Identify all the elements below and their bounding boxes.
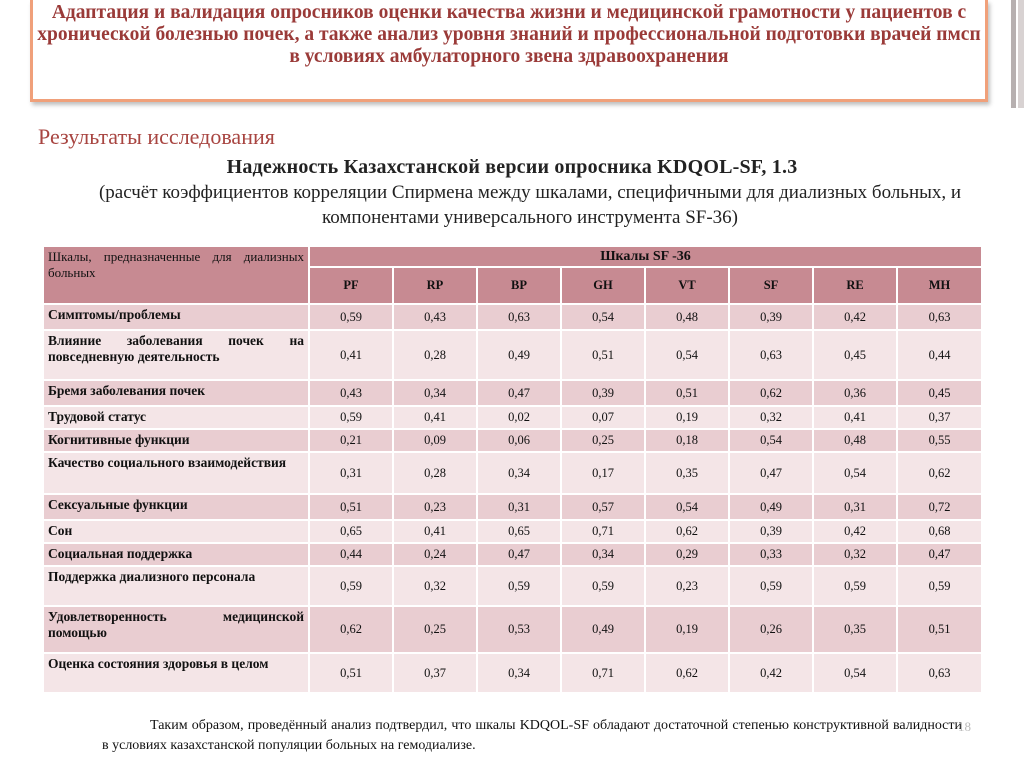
row-label: Оценка состояния здоровья в целом	[43, 653, 309, 693]
value-cell: 0,63	[477, 304, 561, 330]
row-label: Симптомы/проблемы	[43, 304, 309, 330]
table-row	[43, 494, 982, 520]
table-row	[43, 520, 982, 543]
value-cell: 0,48	[645, 304, 729, 330]
value-cell: 0,59	[309, 406, 393, 429]
column-header: PF	[309, 267, 393, 304]
value-cell: 0,51	[309, 653, 393, 693]
table-row	[43, 406, 982, 429]
value-cell: 0,06	[477, 429, 561, 452]
page-number: 18	[958, 719, 971, 734]
column-header: BP	[477, 267, 561, 304]
section-title: Результаты исследования	[38, 124, 275, 149]
value-cell: 0,51	[561, 330, 645, 380]
value-cell: 0,17	[561, 452, 645, 494]
row-label: Социальная поддержка	[43, 543, 309, 566]
value-cell: 0,24	[393, 543, 477, 566]
value-cell: 0,32	[729, 406, 813, 429]
value-cell: 0,45	[897, 380, 982, 406]
value-cell: 0,51	[645, 380, 729, 406]
value-cell: 0,59	[309, 304, 393, 330]
row-label: Поддержка диализного персонала	[43, 566, 309, 606]
value-cell: 0,39	[729, 304, 813, 330]
value-cell: 0,49	[729, 494, 813, 520]
value-cell: 0,31	[813, 494, 897, 520]
row-label: Бремя заболевания почек	[43, 380, 309, 406]
value-cell: 0,47	[477, 543, 561, 566]
value-cell: 0,65	[477, 520, 561, 543]
value-cell: 0,34	[477, 653, 561, 693]
row-label: Трудовой статус	[43, 406, 309, 429]
value-cell: 0,19	[645, 606, 729, 653]
value-cell: 0,34	[477, 452, 561, 494]
column-header: SF	[729, 267, 813, 304]
value-cell: 0,33	[729, 543, 813, 566]
row-label: Качество социального взаимодействия	[43, 452, 309, 494]
value-cell: 0,54	[813, 452, 897, 494]
value-cell: 0,63	[897, 304, 982, 330]
value-cell: 0,41	[813, 406, 897, 429]
value-cell: 0,59	[729, 566, 813, 606]
value-cell: 0,21	[309, 429, 393, 452]
value-cell: 0,25	[393, 606, 477, 653]
value-cell: 0,62	[645, 520, 729, 543]
value-cell: 0,37	[393, 653, 477, 693]
value-cell: 0,41	[393, 406, 477, 429]
table-row	[43, 543, 982, 566]
row-label: Влияние заболевания почек на повседневную деятельность	[43, 330, 309, 380]
value-cell: 0,41	[309, 330, 393, 380]
value-cell: 0,71	[561, 520, 645, 543]
value-cell: 0,54	[645, 330, 729, 380]
row-label: Удовлетворенность медицинской помощью	[43, 606, 309, 653]
value-cell: 0,65	[309, 520, 393, 543]
value-cell: 0,45	[813, 330, 897, 380]
table-row	[43, 566, 982, 606]
table-row	[43, 653, 982, 693]
table-title: Надежность Казахстанской версии опросника KDQOL-SF, 1.3	[226, 156, 798, 178]
column-header: RP	[393, 267, 477, 304]
value-cell: 0,49	[561, 606, 645, 653]
value-cell: 0,59	[309, 566, 393, 606]
value-cell: 0,54	[645, 494, 729, 520]
table-row	[43, 606, 982, 653]
value-cell: 0,26	[729, 606, 813, 653]
value-cell: 0,31	[309, 452, 393, 494]
title-box	[30, 0, 988, 102]
column-header: MH	[897, 267, 982, 304]
value-cell: 0,44	[897, 330, 982, 380]
value-cell: 0,51	[309, 494, 393, 520]
value-cell: 0,18	[645, 429, 729, 452]
decorative-bar	[1011, 0, 1016, 108]
value-cell: 0,48	[813, 429, 897, 452]
decorative-bar	[1018, 0, 1024, 108]
value-cell: 0,34	[561, 543, 645, 566]
sf36-group-header: Шкалы SF -36	[309, 246, 982, 267]
table-row	[43, 330, 982, 380]
value-cell: 0,29	[645, 543, 729, 566]
value-cell: 0,72	[897, 494, 982, 520]
value-cell: 0,32	[813, 543, 897, 566]
table-row	[43, 429, 982, 452]
value-cell: 0,63	[897, 653, 982, 693]
slide-title: Адаптация и валидация опросников оценки качества жизни и медицинской грамотности у пациентов с хронической болезнью почек, а также анализ уровня знаний и профессиональной подготовки врачей пмсп в условиях амбулаторного звена здравоохранения	[37, 2, 981, 67]
value-cell: 0,25	[561, 429, 645, 452]
column-header: RE	[813, 267, 897, 304]
correlation-table	[42, 245, 983, 694]
value-cell: 0,54	[561, 304, 645, 330]
value-cell: 0,42	[813, 520, 897, 543]
value-cell: 0,37	[897, 406, 982, 429]
column-header: GH	[561, 267, 645, 304]
value-cell: 0,35	[813, 606, 897, 653]
row-label: Сон	[43, 520, 309, 543]
value-cell: 0,23	[393, 494, 477, 520]
value-cell: 0,19	[645, 406, 729, 429]
value-cell: 0,62	[729, 380, 813, 406]
value-cell: 0,28	[393, 330, 477, 380]
value-cell: 0,36	[813, 380, 897, 406]
value-cell: 0,39	[729, 520, 813, 543]
value-cell: 0,47	[477, 380, 561, 406]
value-cell: 0,62	[309, 606, 393, 653]
value-cell: 0,59	[897, 566, 982, 606]
value-cell: 0,39	[561, 380, 645, 406]
value-cell: 0,62	[645, 653, 729, 693]
table-row	[43, 380, 982, 406]
value-cell: 0,23	[645, 566, 729, 606]
value-cell: 0,54	[813, 653, 897, 693]
table-row	[43, 304, 982, 330]
value-cell: 0,43	[309, 380, 393, 406]
value-cell: 0,43	[393, 304, 477, 330]
value-cell: 0,59	[561, 566, 645, 606]
value-cell: 0,32	[393, 566, 477, 606]
row-label: Когнитивные функции	[43, 429, 309, 452]
value-cell: 0,55	[897, 429, 982, 452]
value-cell: 0,41	[393, 520, 477, 543]
value-cell: 0,31	[477, 494, 561, 520]
value-cell: 0,57	[561, 494, 645, 520]
value-cell: 0,51	[897, 606, 982, 653]
value-cell: 0,59	[813, 566, 897, 606]
column-header: VT	[645, 267, 729, 304]
table-description: (расчёт коэффициентов корреляции Спирмена между шкалами, специфичными для диализных больных, и компонентами универсального инструмента SF-36)	[98, 182, 962, 228]
value-cell: 0,63	[729, 330, 813, 380]
value-cell: 0,49	[477, 330, 561, 380]
value-cell: 0,34	[393, 380, 477, 406]
value-cell: 0,07	[561, 406, 645, 429]
value-cell: 0,35	[645, 452, 729, 494]
row-header-cell: Шкалы, предназначенные для диализных больных	[43, 246, 309, 304]
value-cell: 0,28	[393, 452, 477, 494]
row-label: Сексуальные функции	[43, 494, 309, 520]
table-row	[43, 452, 982, 494]
value-cell: 0,47	[729, 452, 813, 494]
value-cell: 0,68	[897, 520, 982, 543]
value-cell: 0,59	[477, 566, 561, 606]
value-cell: 0,47	[897, 543, 982, 566]
value-cell: 0,02	[477, 406, 561, 429]
value-cell: 0,54	[729, 429, 813, 452]
value-cell: 0,44	[309, 543, 393, 566]
value-cell: 0,71	[561, 653, 645, 693]
value-cell: 0,09	[393, 429, 477, 452]
value-cell: 0,42	[813, 304, 897, 330]
value-cell: 0,62	[897, 452, 982, 494]
conclusion-text: Таким образом, проведённый анализ подтвердил, что шкалы KDQOL-SF обладают достаточной степенью конструктивной валидности в условиях казахстанской популяции больных на гемодиализе.	[102, 718, 962, 753]
value-cell: 0,42	[729, 653, 813, 693]
value-cell: 0,53	[477, 606, 561, 653]
